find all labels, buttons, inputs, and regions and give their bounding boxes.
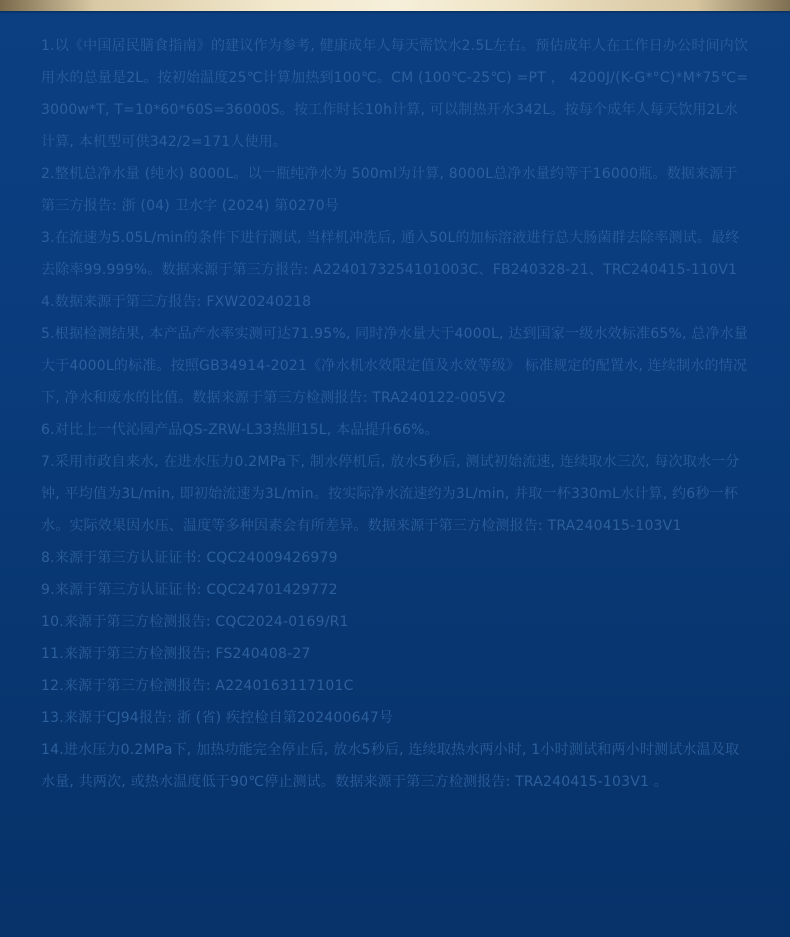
gold-bar-shadow <box>0 11 790 14</box>
footnotes-list <box>41 30 751 798</box>
footnote-6: 6.对比上一代沁园产品QS-ZRW-L33热胆15L, 本品提升66%。 <box>41 422 439 438</box>
footnote-12: 12.来源于第三方检测报告: A2240163117101C <box>41 678 354 694</box>
footnote-11: 11.来源于第三方检测报告: FS240408-27 <box>41 646 311 662</box>
footnote-2: 2.整机总净水量 (纯水) 8000L。以一瓶纯净水为 500ml为计算, 8000L总净水量约等于16000瓶。数据来源于第三方报告: 浙 (04) 卫水字 (2024) 第0270号 <box>41 166 738 214</box>
footnote-13: 13.来源于CJ94报告: 浙 (省) 疾控检自第202400647号 <box>41 710 394 726</box>
decorative-gold-bar <box>0 0 790 11</box>
footnote-5: 5.根据检测结果, 本产品产水率实测可达71.95%, 同时净水量大于4000L, 达到国家一级水效标准65%, 总净水量大于4000L的标准。按照GB34914-2021《净水机水效限定值及水效等级》 标准规定的配置水, 连续制水的情况下, 净水和废水的比值。数据来源于第三方检测报告: TRA240122-005V2 <box>41 326 749 406</box>
footnote-1: 1.以《中国居民膳食指南》的建议作为参考, 健康成年人每天需饮水2.5L左右。预估成年人在工作日办公时间内饮用水的总量是2L。按初始温度25℃计算加热到100℃。CM (100℃-25℃) =PT ， 4200J/(K-G*°C)*M*75℃=3000w*T, T=10*60*60S=36000S。按工作时长10h计算, 可以制热开水342L。按每个成年人每天饮用2L水计算, 本机型可供342/2=171人使用。 <box>41 38 749 150</box>
footnote-7: 7.采用市政自来水, 在进水压力0.2MPa下, 制水停机后, 放水5秒后, 测试初始流速, 连续取水三次, 每次取水一分钟, 平均值为3L/min, 即初始流速为3L/min。按实际净水流速约为3L/min, 并取一杯330mL水计算, 约6秒一杯水。实际效果因水压、温度等多种因素会有所差异。数据来源于第三方检测报告: TRA240415-103V1 <box>41 454 740 534</box>
footnote-3: 3.在流速为5.05L/min的条件下进行测试, 当样机冲洗后, 通入50L的加标溶液进行总大肠菌群去除率测试。最终去除率99.999%。数据来源于第三方报告: A2240173254101003C、FB240328-21、TRC240415-110V1 <box>41 230 740 278</box>
footnote-14: 14.进水压力0.2MPa下, 加热功能完全停止后, 放水5秒后, 连续取热水两小时, 1小时测试和两小时测试水温及取水量, 共两次, 或热水温度低于90℃停止测试。数据来源于第三方检测报告: TRA240415-103V1 。 <box>41 742 740 790</box>
footnote-8: 8.来源于第三方认证证书: CQC24009426979 <box>41 550 338 566</box>
footnote-4: 4.数据来源于第三方报告: FXW20240218 <box>41 294 312 310</box>
footnote-10: 10.来源于第三方检测报告: CQC2024-0169/R1 <box>41 614 349 630</box>
footnote-9: 9.来源于第三方认证证书: CQC24701429772 <box>41 582 338 598</box>
